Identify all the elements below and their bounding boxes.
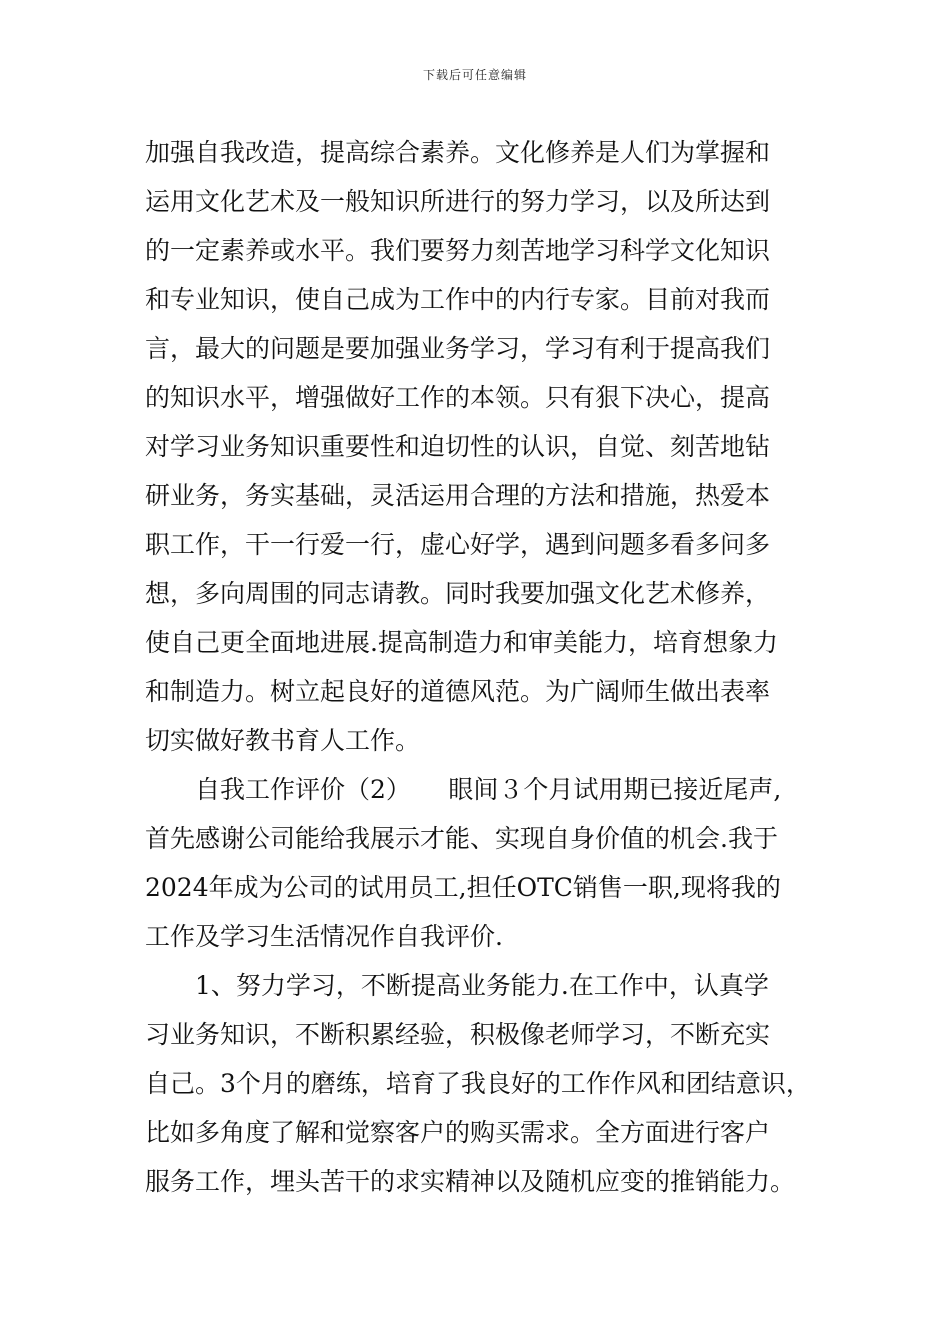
text-line: 1、努力学习，不断提高业务能力.在工作中，认真学	[195, 971, 769, 1000]
text-line: 职工作，干一行爱一行，虚心好学，遇到问题多看多问多	[145, 530, 771, 559]
text-line: 和专业知识，使自己成为工作中的内行专家。目前对我而	[145, 285, 771, 314]
text-line: 习业务知识，不断积累经验，积极像老师学习，不断充实	[145, 1020, 771, 1049]
text-line: 加强自我改造，提高综合素养。文化修养是人们为掌握和	[145, 138, 771, 167]
text-line: 首先感谢公司能给我展示才能、实现自身价值的机会.我于	[145, 824, 778, 853]
text-line: 自我工作评价（2） 眼间３个月试用期已接近尾声,	[195, 775, 782, 804]
text-line: 工作及学习生活情况作自我评价.	[145, 922, 503, 951]
paragraph-3	[145, 961, 817, 1206]
text-line: 使自己更全面地进展.提高制造力和审美能力，培育想象力	[145, 628, 778, 657]
text-line: 言，最大的问题是要加强业务学习，学习有利于提高我们	[145, 334, 771, 363]
text-line: 运用文化艺术及一般知识所进行的努力学习，以及所达到	[145, 187, 771, 216]
text-line: 服务工作，埋头苦干的求实精神以及随机应变的推销能力。	[145, 1167, 796, 1196]
page-header: 下载后可任意编辑	[422, 68, 527, 82]
text-line: 自己。3个月的磨练，培育了我良好的工作作风和团结意识，	[145, 1069, 811, 1098]
text-line: 比如多角度了解和觉察客户的购买需求。全方面进行客户	[145, 1118, 771, 1147]
paragraph-1	[145, 128, 817, 765]
text-line: 的知识水平，增强做好工作的本领。只有狠下决心，提高	[145, 383, 771, 412]
text-line: 的一定素养或水平。我们要努力刻苦地学习科学文化知识	[145, 236, 771, 265]
text-line: 想，多向周围的同志请教。同时我要加强文化艺术修养，	[145, 579, 771, 608]
text-line: 研业务，务实基础，灵活运用合理的方法和措施，热爱本	[145, 481, 771, 510]
text-line: 和制造力。树立起良好的道德风范。为广阔师生做出表率	[145, 677, 771, 706]
text-line: 对学习业务知识重要性和迫切性的认识，自觉、刻苦地钻	[145, 432, 771, 461]
text-line: 切实做好教书育人工作。	[145, 726, 421, 755]
text-line: 2024年成为公司的试用员工,担任OTC销售一职,现将我的	[145, 873, 781, 902]
document-body	[145, 128, 817, 1206]
paragraph-2	[145, 765, 817, 961]
